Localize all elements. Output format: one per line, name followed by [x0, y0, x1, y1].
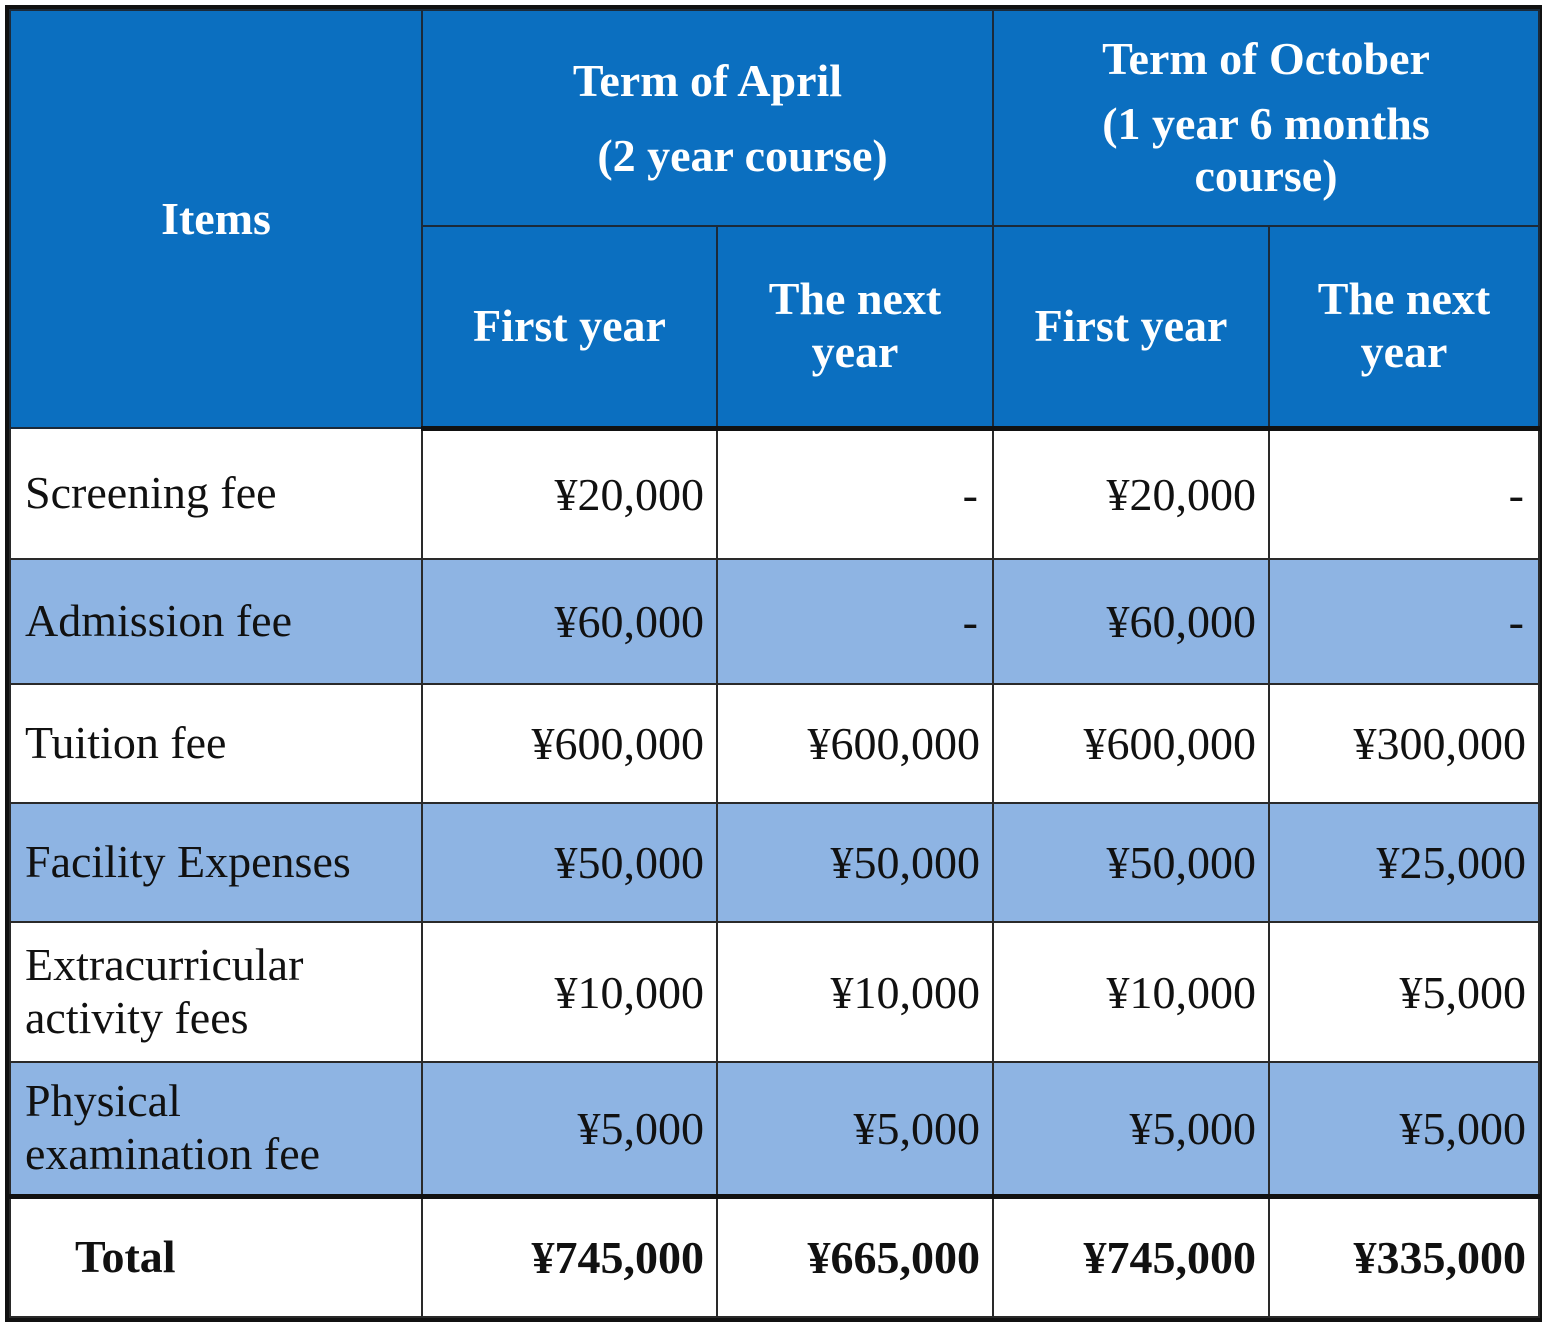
cell-october-first: ¥50,000: [993, 803, 1269, 922]
table-row: [10, 1062, 1539, 1196]
april-first-year-header: First year: [422, 226, 717, 428]
term-october-header: [993, 10, 1539, 226]
table-row: [10, 803, 1539, 922]
october-next-year-header: [1269, 226, 1539, 428]
cell-april-next: ¥5,000: [717, 1062, 993, 1196]
cell-october-first: ¥600,000: [993, 684, 1269, 803]
cell-april-first: ¥5,000: [422, 1062, 717, 1196]
label-line: Physical: [25, 1075, 181, 1127]
cell-october-first: ¥60,000: [993, 559, 1269, 684]
next-year-line1: The next: [1317, 273, 1491, 325]
cell-october-next: -: [1269, 428, 1539, 559]
term-april-subtitle: (2 year course): [597, 130, 888, 181]
term-april-title: Term of April: [572, 55, 843, 107]
total-row: [10, 1196, 1539, 1317]
cell-april-first: ¥50,000: [422, 803, 717, 922]
total-april-next: ¥665,000: [717, 1196, 993, 1317]
cell-april-first: ¥20,000: [422, 428, 717, 559]
cell-april-next: ¥50,000: [717, 803, 993, 922]
row-label-admission-fee: Admission fee: [10, 559, 422, 684]
table-row: [10, 684, 1539, 803]
cell-april-next: -: [717, 428, 993, 559]
cell-october-first: ¥5,000: [993, 1062, 1269, 1196]
term-october-subtitle-1: (1 year 6 months: [1102, 97, 1430, 149]
cell-april-first: ¥600,000: [422, 684, 717, 803]
label-line: examination fee: [25, 1128, 321, 1180]
row-label-physical-exam-fee: [10, 1062, 422, 1196]
next-year-line1: The next: [768, 273, 942, 325]
fee-table-frame: [5, 5, 1542, 1322]
october-first-year-header: First year: [993, 226, 1269, 428]
fee-table: [9, 9, 1540, 1318]
cell-october-next: ¥300,000: [1269, 684, 1539, 803]
row-label-screening-fee: Screening fee: [10, 428, 422, 559]
row-label-extracurricular-fees: [10, 922, 422, 1062]
table-row: [10, 428, 1539, 559]
total-label: Total: [10, 1196, 422, 1317]
term-april-header: [422, 10, 993, 226]
header-row-terms: [10, 10, 1539, 226]
next-year-line2: year: [1360, 326, 1448, 378]
total-april-first: ¥745,000: [422, 1196, 717, 1317]
cell-october-first: ¥20,000: [993, 428, 1269, 559]
term-october-subtitle-2: course): [1194, 150, 1338, 202]
total-october-first: ¥745,000: [993, 1196, 1269, 1317]
label-line: Extracurricular: [25, 939, 304, 991]
cell-april-next: ¥10,000: [717, 922, 993, 1062]
label-line: activity fees: [25, 992, 249, 1043]
row-label-tuition-fee: Tuition fee: [10, 684, 422, 803]
cell-october-next: ¥25,000: [1269, 803, 1539, 922]
total-october-next: ¥335,000: [1269, 1196, 1539, 1317]
cell-april-next: -: [717, 559, 993, 684]
term-october-title: Term of October: [1102, 32, 1430, 84]
cell-april-first: ¥10,000: [422, 922, 717, 1062]
cell-april-first: ¥60,000: [422, 559, 717, 684]
items-header: Items: [10, 10, 422, 428]
cell-april-next: ¥600,000: [717, 684, 993, 803]
cell-october-first: ¥10,000: [993, 922, 1269, 1062]
table-row: [10, 559, 1539, 684]
table-row: [10, 922, 1539, 1062]
cell-october-next: ¥5,000: [1269, 922, 1539, 1062]
april-next-year-header: [717, 226, 993, 428]
next-year-line2: year: [811, 326, 899, 378]
cell-october-next: -: [1269, 559, 1539, 684]
cell-october-next: ¥5,000: [1269, 1062, 1539, 1196]
row-label-facility-expenses: Facility Expenses: [10, 803, 422, 922]
